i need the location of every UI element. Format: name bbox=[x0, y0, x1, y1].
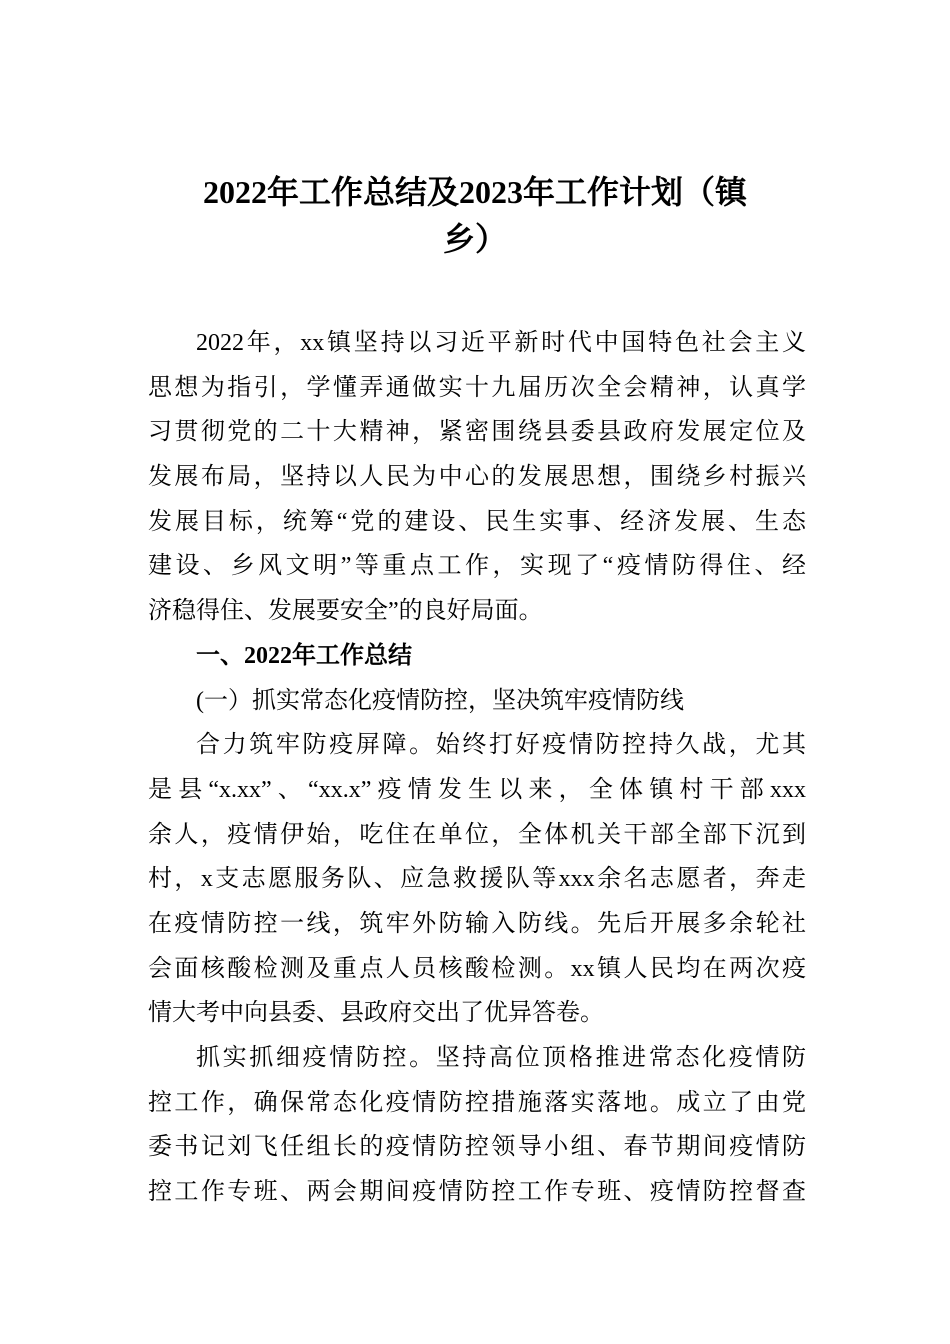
text-line: 发展布局，坚持以人民为中心的发展思想，围绕乡村振兴 bbox=[148, 464, 806, 491]
text-line: 习贯彻党的二十大精神，紧密围绕县委县政府发展定位及 bbox=[148, 419, 806, 446]
text-line: 济稳得住、发展要安全”的良好局面。 bbox=[148, 598, 543, 625]
subsection-heading bbox=[148, 679, 806, 724]
document-body bbox=[148, 321, 806, 1215]
text-line: 是县“x.xx”、“xx.x”疫情发生以来，全体镇村干部xxx bbox=[148, 776, 806, 803]
paragraph bbox=[148, 321, 806, 634]
text-line: 委书记刘飞任组长的疫情防控领导小组、春节期间疫情防 bbox=[148, 1134, 806, 1161]
text-line: 发展目标，统筹“党的建设、民生实事、经济发展、生态 bbox=[148, 508, 806, 535]
title-line: 乡） bbox=[442, 221, 507, 257]
title-line: 2022年工作总结及2023年工作计划（镇 bbox=[202, 174, 747, 210]
text-line: 控工作，确保常态化疫情防控措施落实落地。成立了由党 bbox=[148, 1089, 806, 1116]
text-line: 建设、乡风文明”等重点工作，实现了“疫情防得住、经 bbox=[148, 553, 806, 580]
text-line: 思想为指引，学懂弄通做实十九届历次全会精神，认真学 bbox=[148, 374, 806, 401]
text-line: 抓实抓细疫情防控。坚持高位顶格推进常态化疫情防 bbox=[196, 1045, 806, 1071]
text-line: 2022年，xx镇坚持以习近平新时代中国特色社会主义 bbox=[196, 330, 806, 356]
text-line: 合力筑牢防疫屏障。始终打好疫情防控持久战，尤其 bbox=[196, 732, 806, 759]
document-title bbox=[140, 169, 810, 263]
paragraph bbox=[148, 723, 806, 1036]
text-line: 村，x支志愿服务队、应急救援队等xxx余名志愿者，奔走 bbox=[148, 866, 806, 893]
paragraph bbox=[148, 1036, 806, 1215]
text-line: 会面核酸检测及重点人员核酸检测。xx镇人民均在两次疫 bbox=[148, 955, 806, 982]
text-line: 控工作专班、两会期间疫情防控工作专班、疫情防控督查 bbox=[148, 1179, 806, 1206]
text-line: 在疫情防控一线，筑牢外防输入防线。先后开展多余轮社 bbox=[148, 910, 806, 937]
text-line: 余人，疫情伊始，吃住在单位，全体机关干部全部下沉到 bbox=[148, 821, 806, 848]
section-heading bbox=[148, 634, 806, 679]
text-line: 情大考中向县委、县政府交出了优异答卷。 bbox=[148, 1000, 604, 1027]
text-line: 一、2022年工作总结 bbox=[196, 642, 412, 669]
text-line: (一）抓实常态化疫情防控，坚决筑牢疫情防线 bbox=[196, 687, 684, 714]
